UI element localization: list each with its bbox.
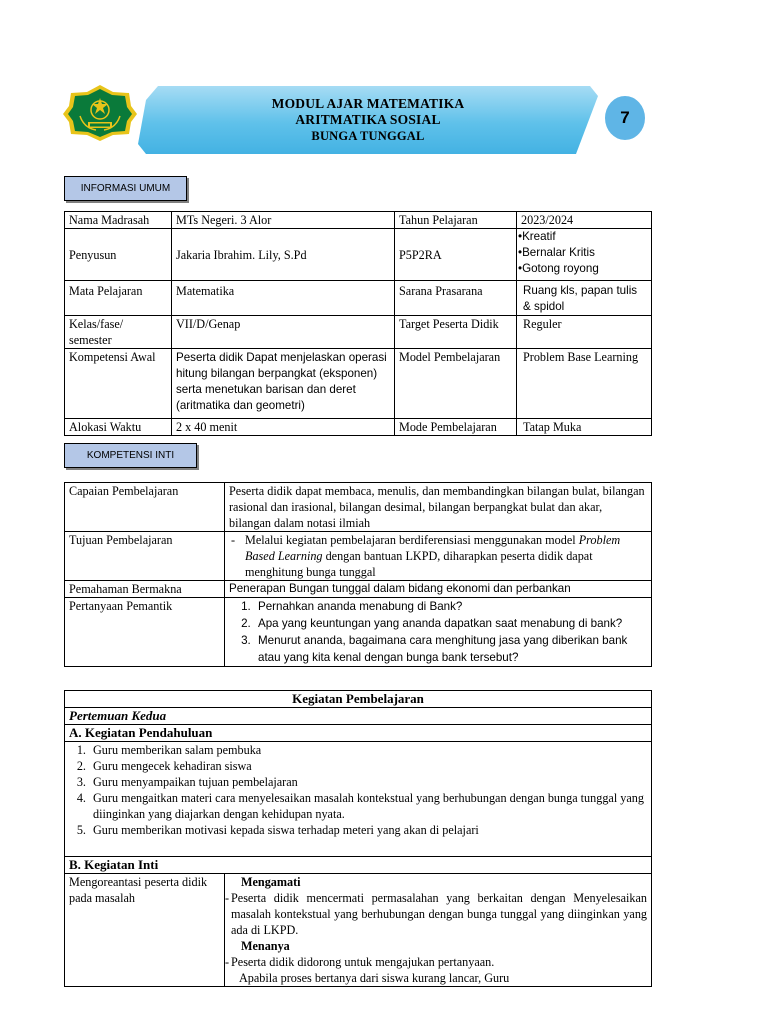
page-number-badge: 7 <box>605 96 645 140</box>
list-item: 4. Guru mengaitkan materi cara menyelesaikan masalah kontekstual yang berhubungan dengan bunga tunggal yang diinginkan yang diajarkan dengan kehidupan nyata. <box>89 790 647 822</box>
list-item: 1. Guru memberikan salam pembuka <box>89 742 647 758</box>
mode-label: Mode Pembelajaran <box>395 419 517 436</box>
kompetensi-awal-label: Kompetensi Awal <box>65 349 172 419</box>
tujuan-text-1: Melalui kegiatan pembelajaran berdiferensiasi menggunakan model <box>245 533 579 547</box>
table-row <box>65 229 652 281</box>
kompetensi-inti-table <box>64 482 652 667</box>
table-row <box>65 691 652 708</box>
pertanyaan-label: Pertanyaan Pemantik <box>65 598 225 667</box>
kemenag-logo <box>62 84 138 142</box>
kelas-label: Kelas/fase/ semester <box>65 316 172 349</box>
table-row <box>65 874 652 987</box>
pendahuluan-list <box>65 742 652 857</box>
table-row <box>65 857 652 874</box>
model-value: Problem Base Learning <box>517 349 652 419</box>
table-row <box>65 483 652 532</box>
kegiatan-pembelajaran-table <box>64 690 652 987</box>
target-value: Reguler <box>517 316 652 349</box>
inti-title: B. Kegiatan Inti <box>65 857 652 874</box>
tahun-value: 2023/2024 <box>517 212 652 229</box>
target-label: Target Peserta Didik <box>395 316 517 349</box>
title-line-3: BUNGA TUNGGAL <box>311 129 425 143</box>
table-row <box>65 742 652 857</box>
nama-madrasah-label: Nama Madrasah <box>65 212 172 229</box>
p5p2ra-values <box>517 229 652 281</box>
table-row <box>65 532 652 581</box>
capaian-value: Peserta didik dapat membaca, menulis, dan membandingkan bilangan bulat, bilangan rasional dan irasional, bilangan desimal, bilangan berpangkat bulat dan akar, bilangan dalam notasi ilmiah <box>225 483 652 532</box>
list-item: 2. Apa yang keuntungan yang ananda dapatkan saat menabung di bank? <box>254 615 647 632</box>
tujuan-value <box>225 532 652 581</box>
pemahaman-value: Penerapan Bungan tunggal dalam bidang ekonomi dan perbankan <box>225 581 652 598</box>
kompetensi-awal-value: Peserta didik Dapat menjelaskan operasi hitung bilangan berpangkat (eksponen) serta menetukan barisan dan deret (aritmatika dan geometri) <box>172 349 395 419</box>
alokasi-label: Alokasi Waktu <box>65 419 172 436</box>
table-row <box>65 316 652 349</box>
pertanyaan-value <box>225 598 652 667</box>
table-row <box>65 725 652 742</box>
tujuan-dash: - <box>231 533 236 547</box>
dash: - <box>225 891 230 905</box>
title-line-2: ARITMATIKA SOSIAL <box>295 112 441 127</box>
penyusun-label: Penyusun <box>65 229 172 281</box>
section-label-informasi-umum: INFORMASI UMUM <box>64 176 187 201</box>
orientasi-label: Mengoreantasi peserta didik pada masalah <box>65 874 225 987</box>
table-row <box>65 598 652 667</box>
model-label: Model Pembelajaran <box>395 349 517 419</box>
title-line-1: MODUL AJAR MATEMATIKA <box>271 96 465 111</box>
pertemuan-label: Pertemuan Kedua <box>65 708 652 725</box>
table-row <box>65 419 652 436</box>
tujuan-text-italic: Problem Based Learning <box>245 533 621 563</box>
mode-value: Tatap Muka <box>517 419 652 436</box>
table-row <box>65 281 652 316</box>
table-row <box>65 708 652 725</box>
list-item: 5. Guru memberikan motivasi kepada siswa terhadap meteri yang akan di pelajari <box>89 822 647 838</box>
list-item: 2. Guru mengecek kehadiran siswa <box>89 758 647 774</box>
table-row <box>65 581 652 598</box>
kegiatan-title: Kegiatan Pembelajaran <box>65 691 652 708</box>
sarana-label: Sarana Prasarana <box>395 281 517 316</box>
mengamati-text: Peserta didik mencermati permasalahan yang berkaitan dengan Menyelesaikan masalah kontekstual yang berhubungan dengan bunga tunggal yang diinginkan yang ada di LKPD. <box>231 891 648 937</box>
list-item: 3. Menurut ananda, bagaimana cara menghitung jasa yang diberikan bank atau yang kita kenal dengan bunga bank tersebut? <box>254 632 647 666</box>
menanya-text: Peserta didik didorong untuk mengajukan pertanyaan. <box>231 955 495 969</box>
penyusun-value: Jakaria Ibrahim. Lily, S.Pd <box>172 229 395 281</box>
informasi-umum-table <box>64 211 652 436</box>
dash: - <box>225 955 230 969</box>
alokasi-value: 2 x 40 menit <box>172 419 395 436</box>
pendahuluan-title: A. Kegiatan Pendahuluan <box>65 725 652 742</box>
mapel-value: Matematika <box>172 281 395 316</box>
menanya-title: Menanya <box>241 939 290 953</box>
orientasi-steps <box>225 874 652 987</box>
list-item: 1. Pernahkan ananda menabung di Bank? <box>254 598 647 615</box>
section-label-kompetensi-inti: KOMPETENSI INTI <box>64 443 197 468</box>
tujuan-text-2: dengan bantuan LKPD, diharapkan peserta didik dapat menghitung bunga tunggal <box>245 549 593 579</box>
table-row <box>65 349 652 419</box>
list-item: • Bernalar Kritis <box>518 245 650 261</box>
pemahaman-label: Pemahaman Bermakna <box>65 581 225 598</box>
title-banner <box>138 86 598 154</box>
menanya-continuation: Apabila proses bertanya dari siswa kurang lancar, Guru <box>239 971 510 985</box>
sarana-value: Ruang kls, papan tulis & spidol <box>517 281 652 316</box>
list-item: 3. Guru menyampaikan tujuan pembelajaran <box>89 774 647 790</box>
table-row <box>65 212 652 229</box>
capaian-label: Capaian Pembelajaran <box>65 483 225 532</box>
mapel-label: Mata Pelajaran <box>65 281 172 316</box>
tahun-label: Tahun Pelajaran <box>395 212 517 229</box>
nama-madrasah-value: MTs Negeri. 3 Alor <box>172 212 395 229</box>
tujuan-label: Tujuan Pembelajaran <box>65 532 225 581</box>
p5p2ra-label: P5P2RA <box>395 229 517 281</box>
kelas-value: VII/D/Genap <box>172 316 395 349</box>
list-item: • Kreatif <box>518 229 650 245</box>
mengamati-title: Mengamati <box>241 875 301 889</box>
list-item: • Gotong royong <box>518 261 650 277</box>
